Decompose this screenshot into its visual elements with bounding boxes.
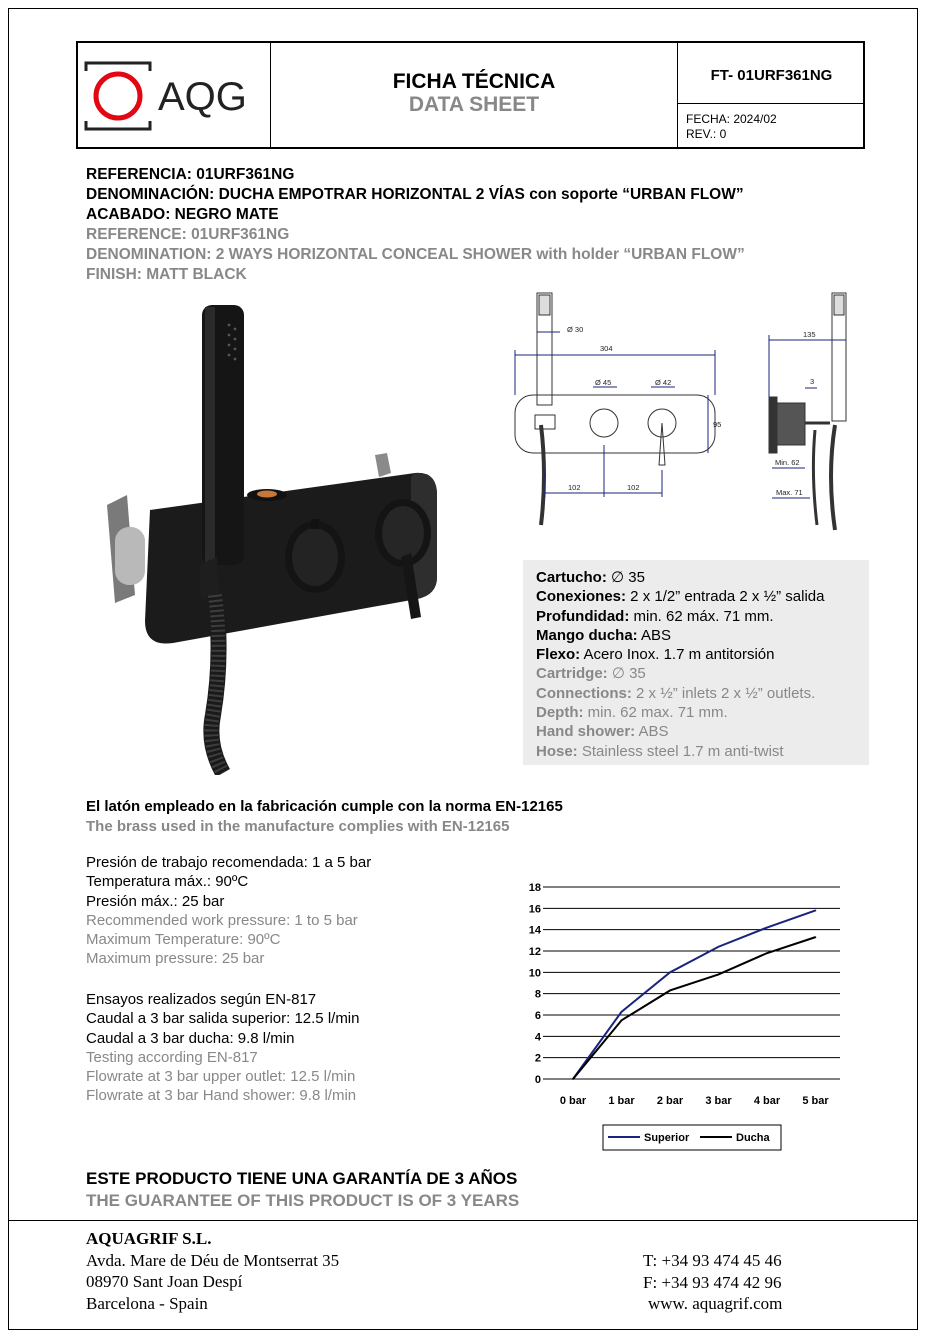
title-cell <box>271 43 678 147</box>
data-point <box>669 972 671 974</box>
data-point <box>766 927 768 929</box>
y-tick-label: 0 <box>534 1074 541 1086</box>
flow-chart <box>505 875 850 1160</box>
date-cell <box>678 104 865 147</box>
title-es: FICHA TÉCNICA <box>392 70 556 93</box>
dim-135: 135 <box>803 330 816 339</box>
dim-3: 3 <box>810 377 815 386</box>
data-point <box>815 910 817 912</box>
technical-drawing <box>505 285 875 535</box>
finish-es: ACABADO: NEGRO MATE <box>86 206 279 223</box>
data-point <box>718 946 720 948</box>
dim-d30: Ø 30 <box>567 325 584 334</box>
denomination-en: DENOMINATION: 2 WAYS HORIZONTAL CONCEAL SHOWER with holder “URBAN FLOW” <box>86 246 745 263</box>
data-point <box>718 974 720 976</box>
brass-note <box>86 797 563 837</box>
address-line-3: Barcelona - Spain <box>86 1293 208 1313</box>
y-tick-label: 2 <box>534 1052 541 1065</box>
spec-cartridge-es: Cartucho: ∅ 35 <box>536 569 645 586</box>
dim-min62: Min. 62 <box>775 458 800 467</box>
dim-d42: Ø 42 <box>655 378 672 387</box>
y-tick-label: 18 <box>528 882 541 894</box>
y-tick-label: 8 <box>534 988 541 1001</box>
x-tick-label: 4 bar <box>753 1095 781 1107</box>
x-tick-label: 0 bar <box>559 1095 587 1107</box>
code-cell <box>678 43 865 104</box>
dim-d45: Ø 45 <box>595 378 612 387</box>
x-tick-label: 3 bar <box>705 1095 732 1107</box>
footer-divider <box>8 1220 918 1221</box>
brass-es: El latón empleado en la fabricación cumple con la norma EN-12165 <box>86 798 563 815</box>
brass-en: The brass used in the manufacture complies with EN-12165 <box>86 818 510 835</box>
spec-hose-es: Flexo: Acero Inox. 1.7 m antitorsión <box>536 646 775 664</box>
spec-handshower-en: Hand shower: ABS <box>536 723 669 741</box>
y-tick-label: 12 <box>528 946 541 958</box>
x-tick-label: 5 bar <box>802 1095 829 1107</box>
y-tick-label: 16 <box>528 903 541 916</box>
phone: T: +34 93 474 45 46 <box>643 1251 782 1270</box>
product-photo <box>95 295 445 775</box>
title-en: DATA SHEET <box>408 93 540 116</box>
tests-es-0: Ensayos realizados según EN-817 <box>86 991 317 1008</box>
pressure-es-2: Presión máx.: 25 bar <box>86 892 225 910</box>
tests-en-1: Flowrate at 3 bar upper outlet: 12.5 l/min <box>86 1068 356 1086</box>
legend-label: Superior <box>644 1132 690 1144</box>
x-tick-label: 2 bar <box>656 1095 684 1107</box>
tests-en-0: Testing according EN-817 <box>86 1048 258 1066</box>
data-point <box>621 1020 623 1022</box>
y-tick-label: 6 <box>534 1010 541 1022</box>
header-table <box>76 41 865 149</box>
fax: F: +34 93 474 42 96 <box>643 1272 782 1292</box>
address-line-1: Avda. Mare de Déu de Montserrat 35 <box>86 1250 340 1270</box>
footer-address <box>86 1228 339 1314</box>
spec-depth-en: Depth: min. 62 max. 71 mm. <box>536 704 728 722</box>
document-code: FT- 01URF361NG <box>710 67 833 84</box>
product-info <box>86 165 745 285</box>
denomination-es: DENOMINACIÓN: DUCHA EMPOTRAR HORIZONTAL 2 VÍAS con soporte “URBAN FLOW” <box>86 186 744 203</box>
pressure-info <box>86 853 371 969</box>
series-line-superior <box>573 910 816 1079</box>
spec-connections-es: Conexiones: 2 x 1/2” entrada 2 x ½” salida <box>536 588 825 606</box>
spec-box <box>523 560 869 765</box>
y-tick-label: 10 <box>528 967 541 980</box>
dim-102-a: 102 <box>568 483 581 492</box>
spec-handshower-es: Mango ducha: ABS <box>536 626 672 644</box>
reference-en: REFERENCE: 01URF361NG <box>86 226 290 243</box>
spec-connections-en: Connections: 2 x ½” inlets 2 x ½” outlets. <box>536 684 816 702</box>
date: FECHA: 2024/02 <box>686 112 777 126</box>
finish-en: FINISH: MATT BLACK <box>86 266 247 283</box>
dim-304: 304 <box>600 344 613 353</box>
aqg-logo <box>78 43 270 147</box>
y-tick-label: 14 <box>528 924 541 937</box>
company-name: AQUAGRIF S.L. <box>86 1229 212 1248</box>
pressure-es-1: Temperatura máx.: 90ºC <box>86 873 249 891</box>
tests-es-2: Caudal a 3 bar ducha: 9.8 l/min <box>86 1029 295 1047</box>
website-link[interactable]: www. aquagrif.com <box>648 1294 783 1313</box>
pressure-en-1: Maximum Temperature: 90ºC <box>86 931 281 949</box>
tests-info <box>86 990 360 1106</box>
data-point <box>572 1078 574 1080</box>
pressure-es-0: Presión de trabajo recomendada: 1 a 5 bar <box>86 854 372 871</box>
data-point <box>669 990 671 992</box>
revision: REV.: 0 <box>686 127 727 141</box>
footer-contact <box>643 1250 782 1315</box>
pressure-en-0: Recommended work pressure: 1 to 5 bar <box>86 911 358 929</box>
spec-hose-en: Hose: Stainless steel 1.7 m anti-twist <box>536 742 784 760</box>
data-point <box>621 1011 623 1013</box>
reference-es: REFERENCIA: 01URF361NG <box>86 166 295 183</box>
guarantee <box>86 1168 519 1212</box>
tests-en-2: Flowrate at 3 bar Hand shower: 9.8 l/min <box>86 1087 357 1105</box>
legend-label: Ducha <box>736 1132 770 1144</box>
dim-102-b: 102 <box>627 483 640 492</box>
logo-text: AQG <box>158 75 247 119</box>
tests-es-1: Caudal a 3 bar salida superior: 12.5 l/min <box>86 1010 360 1028</box>
y-tick-label: 4 <box>534 1031 541 1044</box>
spec-depth-es: Profundidad: min. 62 máx. 71 mm. <box>536 607 774 625</box>
logo-cell <box>78 43 271 147</box>
address-line-2: 08970 Sant Joan Despí <box>86 1272 243 1291</box>
data-point <box>766 952 768 954</box>
dim-max71: Max. 71 <box>776 488 803 497</box>
pressure-en-2: Maximum pressure: 25 bar <box>86 950 265 968</box>
spec-cartridge-en: Cartridge: ∅ 35 <box>536 665 646 683</box>
guarantee-es: ESTE PRODUCTO TIENE UNA GARANTÍA DE 3 AÑOS <box>86 1169 518 1188</box>
dim-95: 95 <box>713 420 722 429</box>
data-point <box>815 936 817 938</box>
guarantee-en: THE GUARANTEE OF THIS PRODUCT IS OF 3 YEARS <box>86 1191 520 1210</box>
x-tick-label: 1 bar <box>608 1095 635 1107</box>
